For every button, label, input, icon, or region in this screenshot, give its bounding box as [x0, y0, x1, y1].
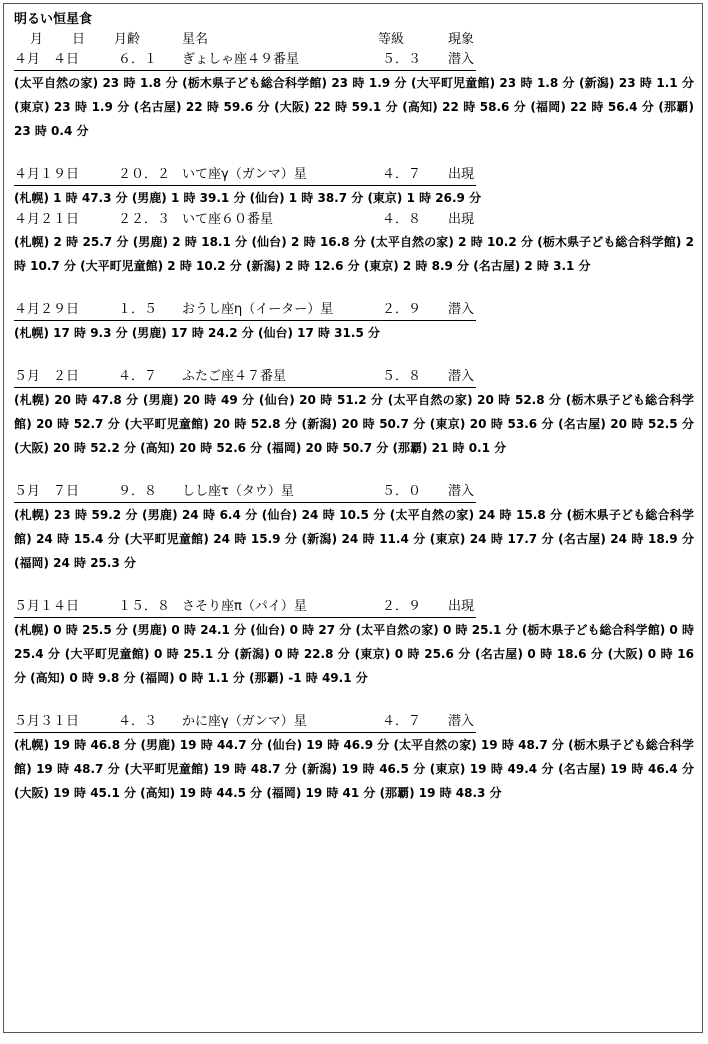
- event-header: [14, 165, 476, 186]
- event-times: (太平自然の家) 23 時 1.8 分 (栃木県子ども総合科学館) 23 時 1.9 分 (大平町児童館) 23 時 1.8 分 (新潟) 23 時 1.1 分 (東京) 23 時 1.9 分 (名古屋) 22 時 59.6 分 (大阪) 22 時 59.1 分 (高知) 22 時 58.6 分 (福岡) 22 時 56.4 分 (那覇) 23 時 0.4 分: [14, 76, 694, 138]
- event-header: [14, 210, 476, 230]
- event-magnitude: ２．９: [382, 302, 422, 317]
- event-times: (札幌) 0 時 25.5 分 (男鹿) 0 時 24.1 分 (仙台) 0 時 27 分 (太平自然の家) 0 時 25.1 分 (栃木県子ども総合科学館) 0 時 25.4 分 (大平町児童館) 0 時 25.1 分 (新潟) 0 時 22.8 分 (東京) 0 時 25.6 分 (名古屋) 0 時 18.6 分 (大阪) 0 時 16 分 (高知) 0 時 9.8 分 (福岡) 0 時 1.1 分 (那覇) -1 時 49.1 分: [14, 623, 694, 685]
- event-entry: [14, 597, 694, 690]
- event-phenomenon: 潜入: [448, 714, 475, 729]
- column-header: [14, 30, 694, 50]
- event-times: (札幌) 1 時 47.3 分 (男鹿) 1 時 39.1 分 (仙台) 1 時 38.7 分 (東京) 1 時 26.9 分: [14, 191, 482, 205]
- event-date: ４月２１日: [14, 212, 80, 227]
- event-star-name: ぎょしゃ座４９番星: [182, 52, 300, 67]
- event-times: (札幌) 19 時 46.8 分 (男鹿) 19 時 44.7 分 (仙台) 19 時 46.9 分 (太平自然の家) 19 時 48.7 分 (栃木県子ども総合科学館) 19 時 48.7 分 (大平町児童館) 19 時 48.7 分 (新潟) 19 時 46.5 分 (東京) 19 時 49.4 分 (名古屋) 19 時 46.4 分 (大阪) 19 時 45.1 分 (高知) 19 時 44.5 分 (福岡) 19 時 41 分 (那覇) 19 時 48.3 分: [14, 738, 694, 800]
- event-times: (札幌) 2 時 25.7 分 (男鹿) 2 時 18.1 分 (仙台) 2 時 16.8 分 (太平自然の家) 2 時 10.2 分 (栃木県子ども総合科学館) 2 時 10.7 分 (大平町児童館) 2 時 10.2 分 (新潟) 2 時 12.6 分 (東京) 2 時 8.9 分 (名古屋) 2 時 3.1 分: [14, 235, 694, 273]
- event-magnitude: ２．９: [382, 599, 422, 614]
- event-entry: [14, 165, 694, 278]
- event-magnitude: ４．７: [382, 714, 422, 729]
- event-moon-age: １．５: [118, 302, 158, 317]
- event-star-name: さそり座π（パイ）星: [182, 599, 307, 614]
- page-title: 明るい恒星食: [14, 12, 93, 27]
- event-times: (札幌) 17 時 9.3 分 (男鹿) 17 時 24.2 分 (仙台) 17 時 31.5 分: [14, 326, 380, 340]
- event-moon-age: １５．８: [118, 599, 171, 614]
- event-entry: [14, 712, 694, 805]
- event-date: ４月２９日: [14, 302, 80, 317]
- event-times: (札幌) 23 時 59.2 分 (男鹿) 24 時 6.4 分 (仙台) 24 時 10.5 分 (太平自然の家) 24 時 15.8 分 (栃木県子ども総合科学館) 24 時 15.4 分 (大平町児童館) 24 時 15.9 分 (新潟) 24 時 11.4 分 (東京) 24 時 17.7 分 (名古屋) 24 時 18.9 分 (福岡) 24 時 25.3 分: [14, 508, 694, 570]
- event-moon-age: ９．８: [118, 484, 158, 499]
- document-page: [3, 3, 703, 1033]
- event-phenomenon: 出現: [448, 212, 475, 227]
- event-moon-age: ４．３: [118, 714, 158, 729]
- event-star-name: ふたご座４７番星: [182, 369, 287, 384]
- event-phenomenon: 潜入: [448, 52, 475, 67]
- event-phenomenon: 潜入: [448, 369, 475, 384]
- event-date: ４月 ４日: [14, 52, 80, 67]
- event-header: [14, 300, 476, 321]
- event-phenomenon: 出現: [448, 599, 475, 614]
- event-magnitude: ５．３: [382, 52, 422, 67]
- event-header: [14, 712, 476, 733]
- event-magnitude: ４．８: [382, 212, 422, 227]
- event-phenomenon: 潜入: [448, 484, 475, 499]
- header-month: 月: [30, 32, 44, 47]
- event-times: (札幌) 20 時 47.8 分 (男鹿) 20 時 49 分 (仙台) 20 時 51.2 分 (太平自然の家) 20 時 52.8 分 (栃木県子ども総合科学館) 20 時 52.7 分 (大平町児童館) 20 時 52.8 分 (新潟) 20 時 50.7 分 (東京) 20 時 53.6 分 (名古屋) 20 時 52.5 分 (大阪) 20 時 52.2 分 (高知) 20 時 52.6 分 (福岡) 20 時 50.7 分 (那覇) 21 時 0.1 分: [14, 393, 694, 455]
- event-magnitude: ５．８: [382, 369, 422, 384]
- event-moon-age: ４．７: [118, 369, 158, 384]
- header-star: 星名: [182, 32, 209, 47]
- event-star-name: かに座γ（ガンマ）星: [182, 714, 307, 729]
- event-moon-age: ６．１: [118, 52, 158, 67]
- event-magnitude: ４．７: [382, 167, 422, 182]
- event-moon-age: ２０．２: [118, 167, 171, 182]
- event-header: [14, 482, 476, 503]
- event-date: ４月１９日: [14, 167, 80, 182]
- event-list: [14, 50, 694, 805]
- event-star-name: おうし座η（イーター）星: [182, 302, 334, 317]
- event-date: ５月 ２日: [14, 369, 80, 384]
- header-phenom: 現象: [448, 32, 475, 47]
- event-moon-age: ２２．３: [118, 212, 171, 227]
- event-entry: [14, 50, 694, 143]
- event-header: [14, 597, 476, 618]
- event-date: ５月 ７日: [14, 484, 80, 499]
- event-phenomenon: 潜入: [448, 302, 475, 317]
- event-entry: [14, 367, 694, 460]
- event-star-name: いて座γ（ガンマ）星: [182, 167, 307, 182]
- event-star-name: しし座τ（タウ）星: [182, 484, 294, 499]
- event-entry: [14, 300, 694, 345]
- event-date: ５月１４日: [14, 599, 80, 614]
- event-magnitude: ５．０: [382, 484, 422, 499]
- event-phenomenon: 出現: [448, 167, 475, 182]
- event-header: [14, 367, 476, 388]
- header-age: 月齢: [114, 32, 141, 47]
- event-entry: [14, 482, 694, 575]
- header-day: 日: [72, 32, 86, 47]
- event-date: ５月３１日: [14, 714, 80, 729]
- header-mag: 等級: [378, 32, 405, 47]
- event-star-name: いて座６０番星: [182, 212, 274, 227]
- event-header: [14, 50, 476, 71]
